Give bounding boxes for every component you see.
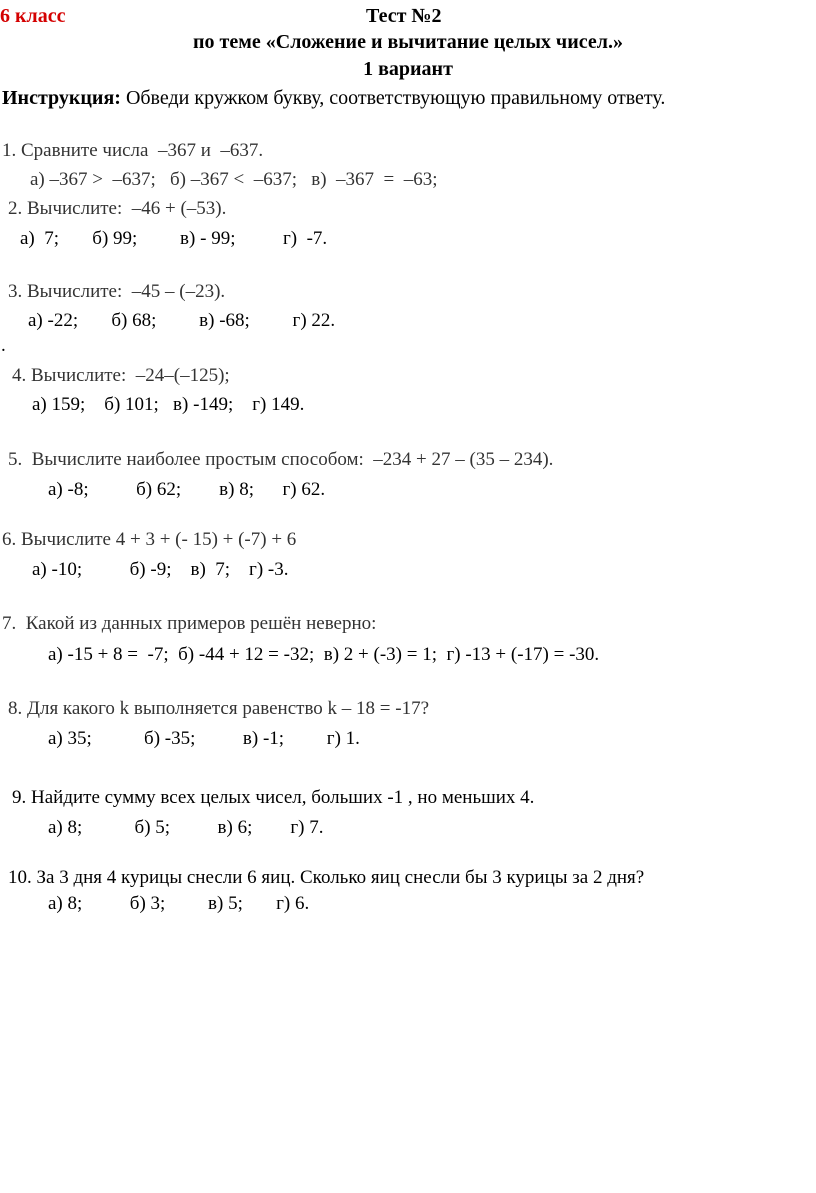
question-8: 8. Для какого k выполняется равенство k – 18 = -17?	[8, 698, 430, 719]
question-7: 7. Какой из данных примеров решён неверно:	[2, 613, 377, 634]
answers-1: а) –367 > –637; б) –367 < –637; в) –367 = –63;	[30, 169, 438, 190]
answers-8: а) 35; б) -35; в) -1; г) 1.	[48, 728, 360, 749]
answers-3: а) -22; б) 68; в) -68; г) 22.	[28, 310, 336, 331]
question-6: 6. Вычислите 4 + 3 + (- 15) + (-7) + 6	[2, 529, 297, 550]
question-10: 10. За 3 дня 4 курицы снесли 6 яиц. Сколько яиц снесли бы 3 курицы за 2 дня?	[8, 867, 645, 888]
instruction-label: Инструкция:	[2, 87, 121, 109]
stray-period: .	[1, 335, 6, 356]
question-3: 3. Вычислите: –45 – (–23).	[8, 281, 226, 302]
answers-9: а) 8; б) 5; в) 6; г) 7.	[48, 817, 324, 838]
question-4: 4. Вычислите: –24–(–125);	[12, 365, 230, 386]
answers-4: а) 159; б) 101; в) -149; г) 149.	[32, 394, 305, 415]
grade-label: 6 класс	[0, 5, 66, 27]
answers-2: а) 7; б) 99; в) - 99; г) -7.	[20, 228, 328, 249]
question-2: 2. Вычислите: –46 + (–53).	[8, 198, 227, 219]
question-1: 1. Сравните числа –367 и –637.	[2, 140, 264, 161]
variant-label: 1 вариант	[363, 58, 453, 80]
answers-5: а) -8; б) 62; в) 8; г) 62.	[48, 479, 326, 500]
answers-6: а) -10; б) -9; в) 7; г) -3.	[32, 559, 289, 580]
instruction-text: Обведи кружком букву, соответствующую правильному ответу.	[125, 87, 666, 109]
answers-10: а) 8; б) 3; в) 5; г) 6.	[48, 893, 310, 914]
instruction	[2, 88, 665, 108]
question-9: 9. Найдите сумму всех целых чисел, больших -1 , но меньших 4.	[12, 787, 535, 808]
test-topic: по теме «Сложение и вычитание целых чисел.»	[193, 31, 623, 53]
question-5: 5. Вычислите наиболее простым способом: –234 + 27 – (35 – 234).	[8, 449, 554, 470]
answers-7: а) -15 + 8 = -7; б) -44 + 12 = -32; в) 2 + (-3) = 1; г) -13 + (-17) = -30.	[48, 644, 600, 665]
test-title: Тест №2	[366, 5, 442, 27]
